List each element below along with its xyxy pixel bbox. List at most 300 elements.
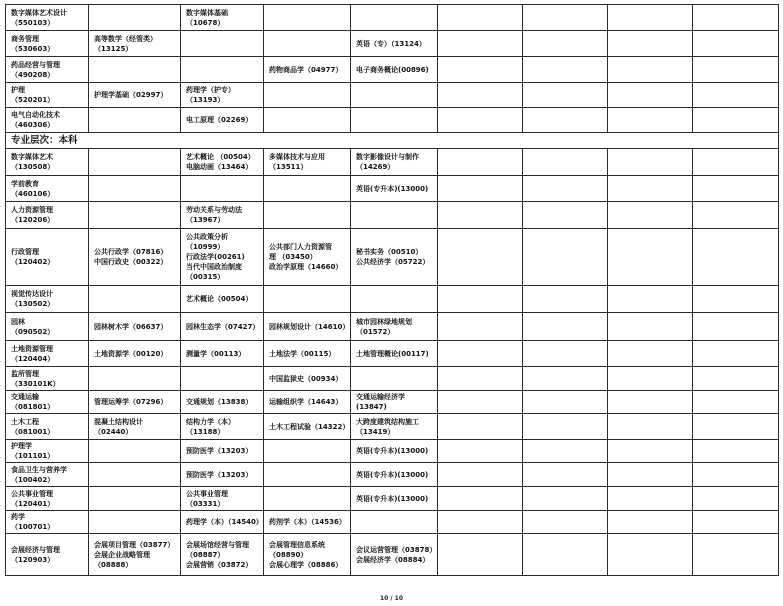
course-cell bbox=[608, 31, 693, 57]
major-code: （120903） bbox=[11, 555, 55, 564]
table-row bbox=[6, 286, 779, 313]
course-line: （08890） bbox=[269, 550, 308, 559]
course-cell bbox=[89, 57, 181, 83]
course-cell bbox=[181, 5, 264, 31]
course-cell bbox=[438, 391, 523, 414]
course-cell bbox=[693, 31, 779, 57]
course-line: 会议运营管理（03878） bbox=[356, 545, 437, 554]
course-cell bbox=[693, 286, 779, 313]
course-cell bbox=[523, 176, 608, 202]
course-line: 公共经济学（05722） bbox=[356, 258, 430, 266]
major-cell bbox=[6, 367, 89, 391]
course-line: （00315） bbox=[186, 273, 225, 281]
course-cell bbox=[523, 440, 608, 463]
course-line: (13847) bbox=[356, 403, 387, 411]
major-code: （520201） bbox=[11, 96, 55, 104]
course-cell bbox=[264, 414, 351, 440]
course-line: 劳动关系与劳动法 bbox=[186, 206, 242, 214]
course-cell bbox=[608, 487, 693, 511]
course-line: （08888） bbox=[94, 560, 133, 569]
course-cell bbox=[181, 414, 264, 440]
course-line: 数字媒体基础 bbox=[186, 8, 228, 17]
major-name: 护理学 bbox=[11, 442, 32, 450]
course-line: 会展管理信息系统 bbox=[269, 540, 325, 549]
course-cell bbox=[89, 108, 181, 133]
course-cell bbox=[693, 176, 779, 202]
section-row bbox=[6, 133, 779, 149]
major-code: （100701） bbox=[11, 523, 55, 531]
course-cell bbox=[351, 313, 438, 341]
course-cell bbox=[181, 534, 264, 576]
course-cell bbox=[693, 463, 779, 487]
course-cell bbox=[523, 229, 608, 286]
major-cell bbox=[6, 313, 89, 341]
course-cell bbox=[523, 341, 608, 367]
course-line: 土地管理概论(00117) bbox=[356, 349, 429, 358]
major-cell bbox=[6, 487, 89, 511]
major-code: （330101K） bbox=[11, 379, 60, 388]
course-line: 会展经济学（08884） bbox=[356, 555, 430, 564]
major-name: 公共事业管理 bbox=[11, 489, 53, 498]
major-code: （460106） bbox=[11, 189, 55, 198]
major-name: 药品经营与管理 bbox=[11, 60, 60, 69]
course-line: 电工原理（02269） bbox=[186, 116, 253, 124]
course-cell bbox=[438, 176, 523, 202]
course-cell bbox=[351, 440, 438, 463]
major-cell bbox=[6, 83, 89, 108]
course-cell bbox=[264, 108, 351, 133]
course-cell bbox=[89, 149, 181, 176]
major-name: 商务管理 bbox=[11, 34, 39, 43]
table-row bbox=[6, 83, 779, 108]
course-cell bbox=[438, 367, 523, 391]
course-cell bbox=[264, 487, 351, 511]
course-line: 预防医学（13203） bbox=[186, 470, 253, 479]
course-line: 交通规划（13838） bbox=[186, 398, 253, 406]
course-line: （13419） bbox=[356, 427, 395, 436]
course-cell bbox=[89, 5, 181, 31]
course-cell bbox=[89, 229, 181, 286]
course-cell bbox=[89, 286, 181, 313]
course-line: 当代中国政治制度 bbox=[186, 263, 242, 271]
major-name: 数字媒体艺术 bbox=[11, 153, 53, 161]
table-body bbox=[6, 5, 779, 576]
course-cell bbox=[351, 487, 438, 511]
course-cell bbox=[523, 286, 608, 313]
table-row bbox=[6, 391, 779, 414]
major-cell bbox=[6, 31, 89, 57]
course-cell bbox=[523, 391, 608, 414]
course-line: 会展项目管理（03877） bbox=[94, 540, 175, 549]
course-cell bbox=[351, 176, 438, 202]
course-cell bbox=[608, 534, 693, 576]
course-line: 会展心理学（08886） bbox=[269, 560, 343, 569]
major-cell bbox=[6, 511, 89, 534]
course-line: 药理学（本）（14540） bbox=[186, 518, 263, 526]
course-cell bbox=[264, 313, 351, 341]
major-cell bbox=[6, 108, 89, 133]
course-cell bbox=[438, 229, 523, 286]
course-line: 大跨度建筑结构施工 bbox=[356, 417, 419, 426]
course-cell bbox=[523, 149, 608, 176]
course-cell bbox=[608, 176, 693, 202]
course-cell bbox=[693, 367, 779, 391]
major-code: （130508） bbox=[11, 163, 55, 171]
course-cell bbox=[89, 511, 181, 534]
table-row bbox=[6, 440, 779, 463]
course-cell bbox=[89, 83, 181, 108]
course-cell bbox=[181, 108, 264, 133]
major-cell bbox=[6, 440, 89, 463]
major-name: 药学 bbox=[11, 513, 25, 521]
course-cell bbox=[351, 341, 438, 367]
major-cell bbox=[6, 286, 89, 313]
table-row bbox=[6, 31, 779, 57]
course-cell bbox=[181, 440, 264, 463]
course-cell bbox=[523, 202, 608, 229]
major-cell bbox=[6, 534, 89, 576]
course-cell bbox=[693, 229, 779, 286]
course-line: 园林生态学（07427） bbox=[186, 322, 260, 331]
course-cell bbox=[608, 313, 693, 341]
course-line: 混凝土结构设计 bbox=[94, 417, 143, 426]
course-cell bbox=[181, 511, 264, 534]
course-cell bbox=[608, 286, 693, 313]
course-cell bbox=[523, 511, 608, 534]
course-cell bbox=[608, 5, 693, 31]
course-cell bbox=[89, 367, 181, 391]
course-line: 电子商务概论(00896) bbox=[356, 65, 429, 74]
course-cell bbox=[351, 108, 438, 133]
major-code: （081001） bbox=[11, 427, 55, 436]
course-cell bbox=[438, 202, 523, 229]
course-cell bbox=[351, 534, 438, 576]
major-code: （490208） bbox=[11, 70, 55, 79]
course-cell bbox=[181, 202, 264, 229]
course-line: 中国行政史（00322） bbox=[94, 258, 168, 266]
table-row bbox=[6, 367, 779, 391]
course-cell bbox=[523, 57, 608, 83]
course-cell bbox=[89, 534, 181, 576]
course-cell bbox=[264, 202, 351, 229]
course-cell bbox=[523, 463, 608, 487]
course-cell bbox=[438, 286, 523, 313]
course-line: 结构力学（本） bbox=[186, 417, 235, 426]
table-row bbox=[6, 149, 779, 176]
course-cell bbox=[264, 391, 351, 414]
major-cell bbox=[6, 5, 89, 31]
course-cell bbox=[181, 229, 264, 286]
course-cell bbox=[351, 31, 438, 57]
course-line: （13967） bbox=[186, 216, 225, 224]
course-cell bbox=[181, 149, 264, 176]
course-cell bbox=[264, 534, 351, 576]
course-cell bbox=[264, 5, 351, 31]
course-line: 土地资源学（00120） bbox=[94, 349, 168, 358]
course-cell bbox=[438, 83, 523, 108]
course-line: （14269） bbox=[356, 163, 395, 171]
course-cell bbox=[438, 414, 523, 440]
course-cell bbox=[264, 149, 351, 176]
course-line: 英语(专升本)(13000) bbox=[356, 447, 429, 455]
course-line: 英语(专升本)(13000) bbox=[356, 470, 429, 479]
course-line: 高等数学（经管类） bbox=[94, 34, 157, 43]
major-name: 护理 bbox=[11, 86, 25, 94]
major-code: （120401） bbox=[11, 499, 55, 508]
course-line: 公共部门人力资源管 bbox=[269, 243, 332, 251]
course-line: （13193） bbox=[186, 96, 225, 104]
course-cell bbox=[608, 83, 693, 108]
course-cell bbox=[181, 57, 264, 83]
course-cell bbox=[438, 5, 523, 31]
major-name: 电气自动化技术 bbox=[11, 111, 60, 119]
course-cell bbox=[438, 57, 523, 83]
table-row bbox=[6, 5, 779, 31]
course-cell bbox=[264, 229, 351, 286]
course-cell bbox=[693, 414, 779, 440]
major-name: 食品卫生与营养学 bbox=[11, 465, 67, 474]
course-cell bbox=[351, 83, 438, 108]
course-cell bbox=[351, 391, 438, 414]
course-line: 园林树木学（06637） bbox=[94, 322, 168, 331]
table-row bbox=[6, 202, 779, 229]
table-row bbox=[6, 341, 779, 367]
major-cell bbox=[6, 176, 89, 202]
course-cell bbox=[693, 313, 779, 341]
course-cell bbox=[351, 202, 438, 229]
course-line: 会展企业战略管理 bbox=[94, 550, 150, 559]
course-line: 运输组织学（14643） bbox=[269, 398, 343, 406]
course-line: 公共事业管理 bbox=[186, 489, 228, 498]
course-line: 交通运输经济学 bbox=[356, 393, 405, 401]
course-cell bbox=[264, 511, 351, 534]
course-line: （01572） bbox=[356, 327, 395, 336]
course-line: 秘书实务（00510） bbox=[356, 248, 423, 256]
course-line: 土木工程试验（14322） bbox=[269, 422, 350, 431]
course-line: （10999） bbox=[186, 243, 225, 251]
course-cell bbox=[693, 83, 779, 108]
course-cell bbox=[523, 5, 608, 31]
course-line: 多媒体技术与应用 bbox=[269, 153, 325, 161]
course-line: （02440） bbox=[94, 427, 133, 436]
course-cell bbox=[693, 108, 779, 133]
course-cell bbox=[89, 202, 181, 229]
table-row bbox=[6, 414, 779, 440]
course-cell bbox=[693, 487, 779, 511]
course-cell bbox=[608, 202, 693, 229]
major-name: 土地资源管理 bbox=[11, 344, 53, 353]
course-line: 城市园林绿地规划 bbox=[356, 317, 412, 326]
major-code: （120206） bbox=[11, 216, 55, 224]
course-cell bbox=[264, 286, 351, 313]
table-row bbox=[6, 108, 779, 133]
table-row bbox=[6, 511, 779, 534]
major-cell bbox=[6, 414, 89, 440]
table-row bbox=[6, 176, 779, 202]
course-line: 园林规划设计（14610） bbox=[269, 322, 350, 331]
course-cell bbox=[608, 57, 693, 83]
major-cell bbox=[6, 463, 89, 487]
table-row bbox=[6, 487, 779, 511]
course-cell bbox=[693, 534, 779, 576]
course-cell bbox=[351, 367, 438, 391]
course-cell bbox=[523, 108, 608, 133]
course-line: 中国监狱史（00934） bbox=[269, 374, 343, 383]
section-heading: 专业层次：本科 bbox=[11, 134, 78, 146]
major-code: （530603） bbox=[11, 44, 55, 53]
course-line: 土地法学（00115） bbox=[269, 349, 336, 358]
course-cell bbox=[523, 367, 608, 391]
course-cell bbox=[351, 286, 438, 313]
major-name: 学前教育 bbox=[11, 179, 39, 188]
course-line: （08887） bbox=[186, 550, 225, 559]
course-cell bbox=[89, 440, 181, 463]
major-name: 监所管理 bbox=[11, 369, 39, 378]
major-code: （460306） bbox=[11, 121, 55, 129]
course-line: 药理学（护专） bbox=[186, 86, 235, 94]
course-line: 护理学基础（02997） bbox=[94, 91, 168, 99]
page-number: 10 / 10 bbox=[379, 595, 404, 602]
major-name: 行政管理 bbox=[11, 248, 39, 256]
course-cell bbox=[523, 534, 608, 576]
course-cell bbox=[181, 286, 264, 313]
course-cell bbox=[181, 176, 264, 202]
course-cell bbox=[523, 31, 608, 57]
major-name: 数字媒体艺术设计 bbox=[11, 8, 67, 17]
course-cell bbox=[693, 149, 779, 176]
table-row bbox=[6, 534, 779, 576]
course-line: （10678） bbox=[186, 18, 225, 27]
course-cell bbox=[693, 511, 779, 534]
course-cell bbox=[438, 511, 523, 534]
course-line: 艺术概论 （00504） bbox=[186, 153, 255, 161]
course-cell bbox=[181, 463, 264, 487]
course-cell bbox=[693, 202, 779, 229]
course-cell bbox=[181, 31, 264, 57]
major-code: （090502） bbox=[11, 327, 55, 336]
course-cell bbox=[608, 367, 693, 391]
major-name: 交通运输 bbox=[11, 393, 39, 401]
course-cell bbox=[264, 176, 351, 202]
course-cell bbox=[264, 341, 351, 367]
course-cell bbox=[181, 367, 264, 391]
course-cell bbox=[608, 149, 693, 176]
course-cell bbox=[351, 463, 438, 487]
course-cell bbox=[523, 414, 608, 440]
course-line: 会展场馆经营与管理 bbox=[186, 540, 249, 549]
course-cell bbox=[608, 391, 693, 414]
major-cell bbox=[6, 341, 89, 367]
course-cell bbox=[693, 391, 779, 414]
course-cell bbox=[608, 108, 693, 133]
course-line: 艺术概论（00504） bbox=[186, 295, 253, 303]
course-cell bbox=[89, 341, 181, 367]
course-line: 英语(专升本)(13000) bbox=[356, 184, 429, 193]
course-line: 英语（专）（13124） bbox=[356, 39, 426, 48]
course-cell bbox=[438, 487, 523, 511]
course-line: 公共政策分析 bbox=[186, 233, 228, 241]
major-code: （081801） bbox=[11, 403, 55, 411]
course-cell bbox=[351, 57, 438, 83]
course-line: 测量学（00113） bbox=[186, 349, 246, 358]
course-line: 数字影像设计与制作 bbox=[356, 153, 419, 161]
course-cell bbox=[438, 534, 523, 576]
course-line: 公共行政学（07816） bbox=[94, 248, 168, 256]
course-cell bbox=[523, 313, 608, 341]
course-line: 预防医学（13203） bbox=[186, 447, 253, 455]
course-cell bbox=[89, 391, 181, 414]
course-cell bbox=[693, 440, 779, 463]
course-cell bbox=[89, 176, 181, 202]
course-cell bbox=[351, 414, 438, 440]
course-line: （13125） bbox=[94, 44, 133, 53]
major-name: 人力资源管理 bbox=[11, 206, 53, 214]
course-cell bbox=[89, 31, 181, 57]
course-cell bbox=[438, 108, 523, 133]
course-line: 电脑动画（13464） bbox=[186, 163, 253, 171]
course-cell bbox=[438, 341, 523, 367]
course-cell bbox=[351, 511, 438, 534]
major-name: 土木工程 bbox=[11, 417, 39, 426]
major-code: （130502） bbox=[11, 300, 55, 308]
section-cell bbox=[6, 133, 779, 149]
course-cell bbox=[523, 487, 608, 511]
course-cell bbox=[264, 440, 351, 463]
course-cell bbox=[608, 414, 693, 440]
course-cell bbox=[608, 463, 693, 487]
course-cell bbox=[181, 341, 264, 367]
course-line: （03331） bbox=[186, 499, 225, 508]
table-row bbox=[6, 57, 779, 83]
course-cell bbox=[438, 31, 523, 57]
course-cell bbox=[264, 31, 351, 57]
course-line: 政治学原理（14660） bbox=[269, 263, 343, 271]
table-row bbox=[6, 463, 779, 487]
course-cell bbox=[438, 313, 523, 341]
course-cell bbox=[608, 440, 693, 463]
major-code: （120404） bbox=[11, 354, 55, 363]
course-cell bbox=[181, 313, 264, 341]
course-cell bbox=[693, 341, 779, 367]
major-code: （120402） bbox=[11, 258, 55, 266]
major-cell bbox=[6, 149, 89, 176]
course-line: 管理运筹学（07296） bbox=[94, 398, 168, 406]
course-cell bbox=[523, 83, 608, 108]
course-cell bbox=[693, 5, 779, 31]
course-cell bbox=[351, 229, 438, 286]
major-code: （100402） bbox=[11, 475, 55, 484]
course-cell bbox=[264, 57, 351, 83]
course-cell bbox=[89, 414, 181, 440]
course-line: （13511） bbox=[269, 163, 308, 171]
course-line: （13188） bbox=[186, 427, 225, 436]
course-cell bbox=[89, 313, 181, 341]
course-line: 理 （03450） bbox=[269, 253, 317, 261]
table-row bbox=[6, 229, 779, 286]
course-cell bbox=[351, 5, 438, 31]
major-code: （550103） bbox=[11, 18, 55, 27]
course-cell bbox=[264, 367, 351, 391]
course-cell bbox=[608, 511, 693, 534]
course-line: 药物商品学（04977） bbox=[269, 65, 343, 74]
major-name: 园林 bbox=[11, 317, 25, 326]
course-cell bbox=[438, 463, 523, 487]
course-cell bbox=[438, 149, 523, 176]
course-line: 药剂学（本）（14536） bbox=[269, 518, 346, 526]
major-cell bbox=[6, 202, 89, 229]
course-cell bbox=[181, 83, 264, 108]
major-cell bbox=[6, 391, 89, 414]
